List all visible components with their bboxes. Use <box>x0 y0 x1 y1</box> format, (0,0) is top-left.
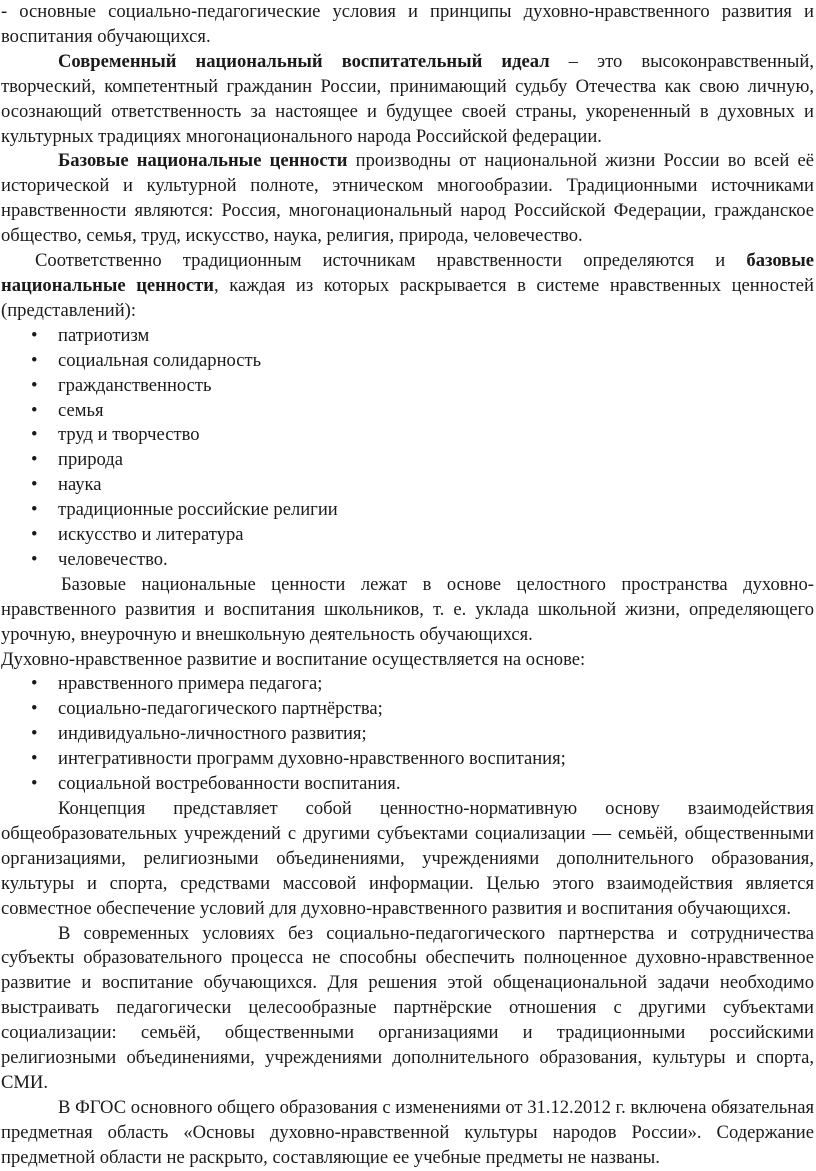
paragraph-fgos: В ФГОС основного общего образования с изменениями от 31.12.2012 г. включена обязательная предметная область «Основы духовно-нравственной культуры народов России». Содержание предметной области не раскрыто, составляющие ее учебные предметы не названы. <box>1 1096 814 1168</box>
bullet-icon: • <box>31 374 38 396</box>
bullet-icon: • <box>31 773 38 795</box>
list-item-text: гражданственность <box>58 374 212 396</box>
paragraph-values-system-before: Соответственно традиционным источникам нравственности определяются и <box>35 250 747 272</box>
list-item <box>1 399 814 424</box>
list-item <box>1 498 814 523</box>
term-national-values: Базовые национальные ценности <box>58 150 348 172</box>
bullet-icon: • <box>31 723 38 745</box>
paragraph-national-ideal <box>1 50 814 150</box>
bullet-icon: • <box>31 349 38 371</box>
list-item-text: социальная солидарность <box>58 349 262 371</box>
paragraph-national-ideal-text: – это высоконравственный, творческий, компетентный гражданин России, принимающий судьбу Отечества как свою личную, осознающий ответственность за настоящее и будущее своей страны, укорененный в духовных и культурных традициях многонационального народа Российской федерации. <box>1 50 814 147</box>
list-item-text: искусство и литература <box>58 524 244 546</box>
list-item-text: патриотизм <box>58 324 150 346</box>
basis-list <box>1 672 814 797</box>
bullet-icon: • <box>31 499 38 521</box>
bullet-icon: • <box>31 673 38 695</box>
list-item <box>1 349 814 374</box>
list-item-text: интегративности программ духовно-нравственного воспитания; <box>58 748 566 770</box>
list-item-text: природа <box>58 449 123 471</box>
list-item <box>1 722 814 747</box>
list-item <box>1 747 814 772</box>
term-basic-values: базовые национальные ценности <box>1 250 814 296</box>
term-national-ideal: Современный национальный воспитательный идеал <box>58 50 550 72</box>
bullet-icon: • <box>31 548 38 570</box>
list-item-text: традиционные российские религии <box>58 499 338 521</box>
bullet-icon: • <box>31 399 38 421</box>
list-item <box>1 423 814 448</box>
list-item <box>1 374 814 399</box>
bullet-icon: • <box>31 324 38 346</box>
list-item-text: социально-педагогического партнёрства; <box>58 698 383 720</box>
paragraph-values-system-after: , каждая из которых раскрывается в системе нравственных ценностей (представлений): <box>1 274 815 321</box>
bullet-icon: • <box>31 524 38 546</box>
paragraph-national-values-text: производны от национальной жизни России во всей её исторической и культурной полноте, этническом многообразии. Традиционными источниками нравственности являются: Россия, многонациональный народ Российской Федерации, гражданское общество, семья, труд, искусство, наука, религия, природа, человечество. <box>1 150 814 247</box>
list-item <box>1 672 814 697</box>
paragraph-development-basis: Духовно-нравственное развитие и воспитание осуществляется на основе: <box>1 648 586 670</box>
list-item-text: индивидуально-личностного развития; <box>58 723 367 745</box>
bullet-icon: • <box>31 449 38 471</box>
list-item <box>1 473 814 498</box>
paragraph-concept: Концепция представляет собой ценностно-нормативную основу взаимодействия общеобразовательных учреждений с другими субъектами социализации — семьёй, общественными организациями, религиозными объединениями, учреждениями дополнительного образования, культуры и спорта, средствами массовой информации. Целью этого взаимодействия является совместное обеспечение условий для духовно-нравственного развития и воспитания обучающихся. <box>1 798 814 919</box>
bullet-icon: • <box>31 474 38 496</box>
list-item <box>1 448 814 473</box>
paragraph-partnership: В современных условиях без социально-педагогического партнерства и сотрудничества субъекты образовательного процесса не способны обеспечить полноценное духовно-нравственное развитие и воспитание обучающихся. Для решения этой общенациональной задачи необходимо выстраивать педагогически целесообразные партнёрские отношения с другими субъектами социализации: семьёй, общественными организациями и традиционными российскими религиозными объединениями, учреждениями дополнительного образования, культуры и спорта, СМИ. <box>1 922 814 1093</box>
paragraph-values-basis: Базовые национальные ценности лежат в основе целостного пространства духовно-нравственного развития и воспитания школьников, т. е. уклада школьной жизни, определяющего урочную, внеурочную и внешкольную деятельность обучающихся. <box>1 573 814 645</box>
paragraph-national-values <box>1 149 814 249</box>
list-item-text: семья <box>58 399 104 421</box>
list-item <box>1 523 814 548</box>
list-item-text: человечество. <box>58 548 168 570</box>
list-item-text: нравственного примера педагога; <box>58 673 323 695</box>
list-item <box>1 548 814 573</box>
list-item-text: труд и творчество <box>58 424 200 446</box>
list-item <box>1 772 814 797</box>
list-item <box>1 697 814 722</box>
list-item-text: социальной востребованности воспитания. <box>58 773 401 795</box>
paragraph-conditions: - основные социально-педагогические условия и принципы духовно-нравственного развития и воспитания обучающихся. <box>1 1 814 47</box>
bullet-icon: • <box>31 748 38 770</box>
values-list <box>1 324 814 573</box>
list-item <box>1 324 814 349</box>
list-item-text: наука <box>58 474 102 496</box>
paragraph-values-system <box>1 249 814 324</box>
bullet-icon: • <box>31 698 38 720</box>
bullet-icon: • <box>31 424 38 446</box>
